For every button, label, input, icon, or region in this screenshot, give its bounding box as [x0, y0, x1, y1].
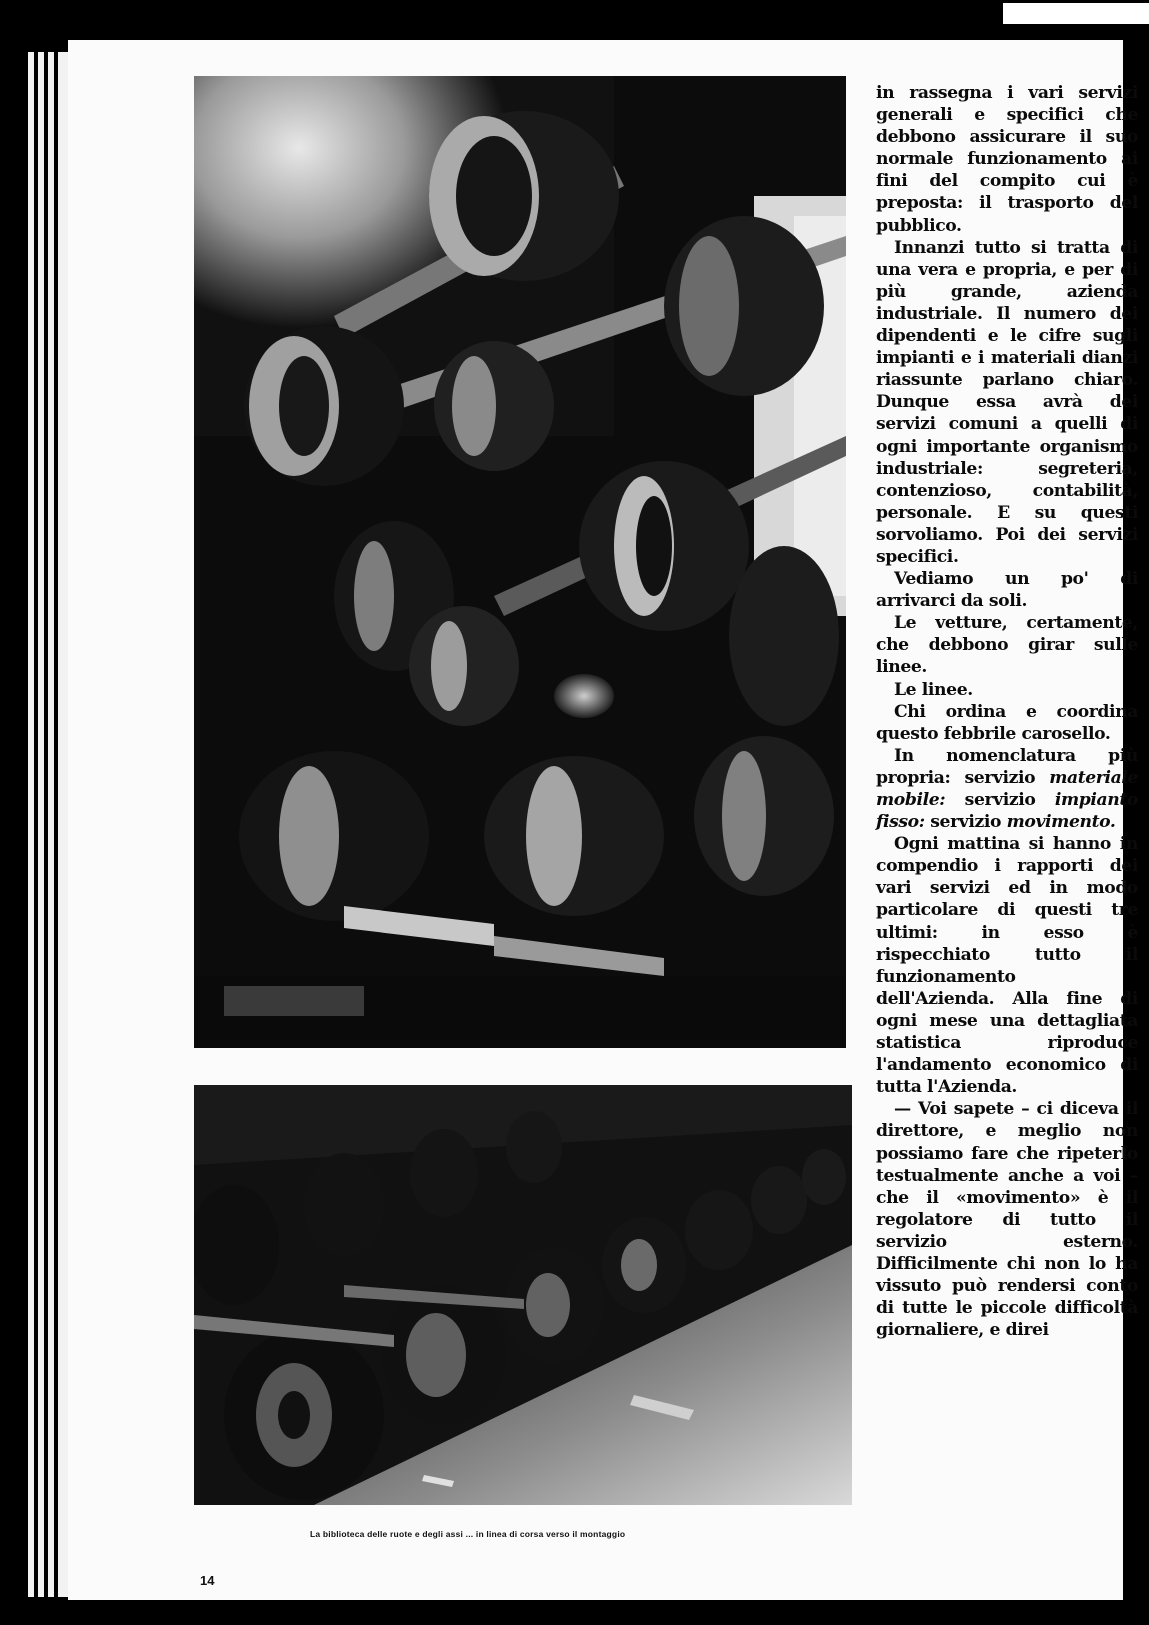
article-paragraph: Le linee. — [894, 679, 973, 700]
italic-term: impianto fisso: — [876, 790, 1138, 833]
article-paragraph: Innanzi tutto si tratta di una vera e propria, e per di più grande, azienda industriale. Il numero dei dipendenti e le cifre sugli impianti e i materiali dianzi riassunte parlano chiaro. Dunque essa avrà dei servizi comuni a quelli di ogni importante organismo industriale: segreteria, contenzioso, contabilità, personale. E su questi sorvoliamo. Poi dei servizi specifici. — [876, 237, 1138, 567]
article-text-column — [876, 82, 1138, 1341]
article-paragraph: Chi ordina e coordina questo febbrile carosello. — [876, 701, 1138, 744]
article-paragraph: Ogni mattina si hanno in compendio i rapporti dei vari servizi ed in modo particolare di questi tre ultimi: in esso è rispecchiato tutto il funzionamento dell'Azienda. Alla fine di ogni mese una dettagliata statistica riproduce l'andamento economico di tutta l'Azienda. — [876, 834, 1138, 1098]
rack-of-wheelsets-photo — [194, 76, 846, 1048]
article-paragraph: Le vetture, certamente, che debbono girar sulle linee. — [876, 613, 1138, 678]
photo-caption: La biblioteca delle ruote e degli assi ... in linea di corsa verso il montaggio — [310, 1529, 626, 1539]
text-run: servizio — [924, 812, 1007, 833]
wheelsets-row-image — [194, 1085, 852, 1505]
scan-white-tab — [1003, 3, 1149, 24]
article-paragraph: — Voi sapete – ci diceva il direttore, e meglio non possiamo fare che ripeterlo testualmente anche a voi – che il «movimento» è il regolatore di tutto il servizio esterno. Difficilmente chi non lo ha vissuto può rendersi conto di tutte le piccole difficoltà giornaliere, e direi — [876, 1099, 1138, 1341]
page-number: 14 — [200, 1573, 215, 1588]
article-paragraph: Vediamo un po' di arrivarci da soli. — [876, 569, 1138, 612]
row-of-wheelsets-photo — [194, 1085, 852, 1505]
article-paragraph: in rassegna i vari servizi generali e specifici che debbono assicurare il suo normale funzionamento ai fini del compito cui è preposta: il trasporto del pubblico. — [876, 83, 1138, 236]
wheelsets-rack-image — [194, 76, 846, 1048]
article-paragraph-services — [876, 745, 1138, 833]
text-run: In nomenclatura più propria: servizio — [876, 745, 1138, 788]
text-run: servizio — [945, 790, 1055, 810]
italic-term: materiale mobile: — [876, 767, 1138, 810]
italic-term: movimento. — [1006, 812, 1116, 833]
scan-top-border — [0, 0, 1149, 40]
